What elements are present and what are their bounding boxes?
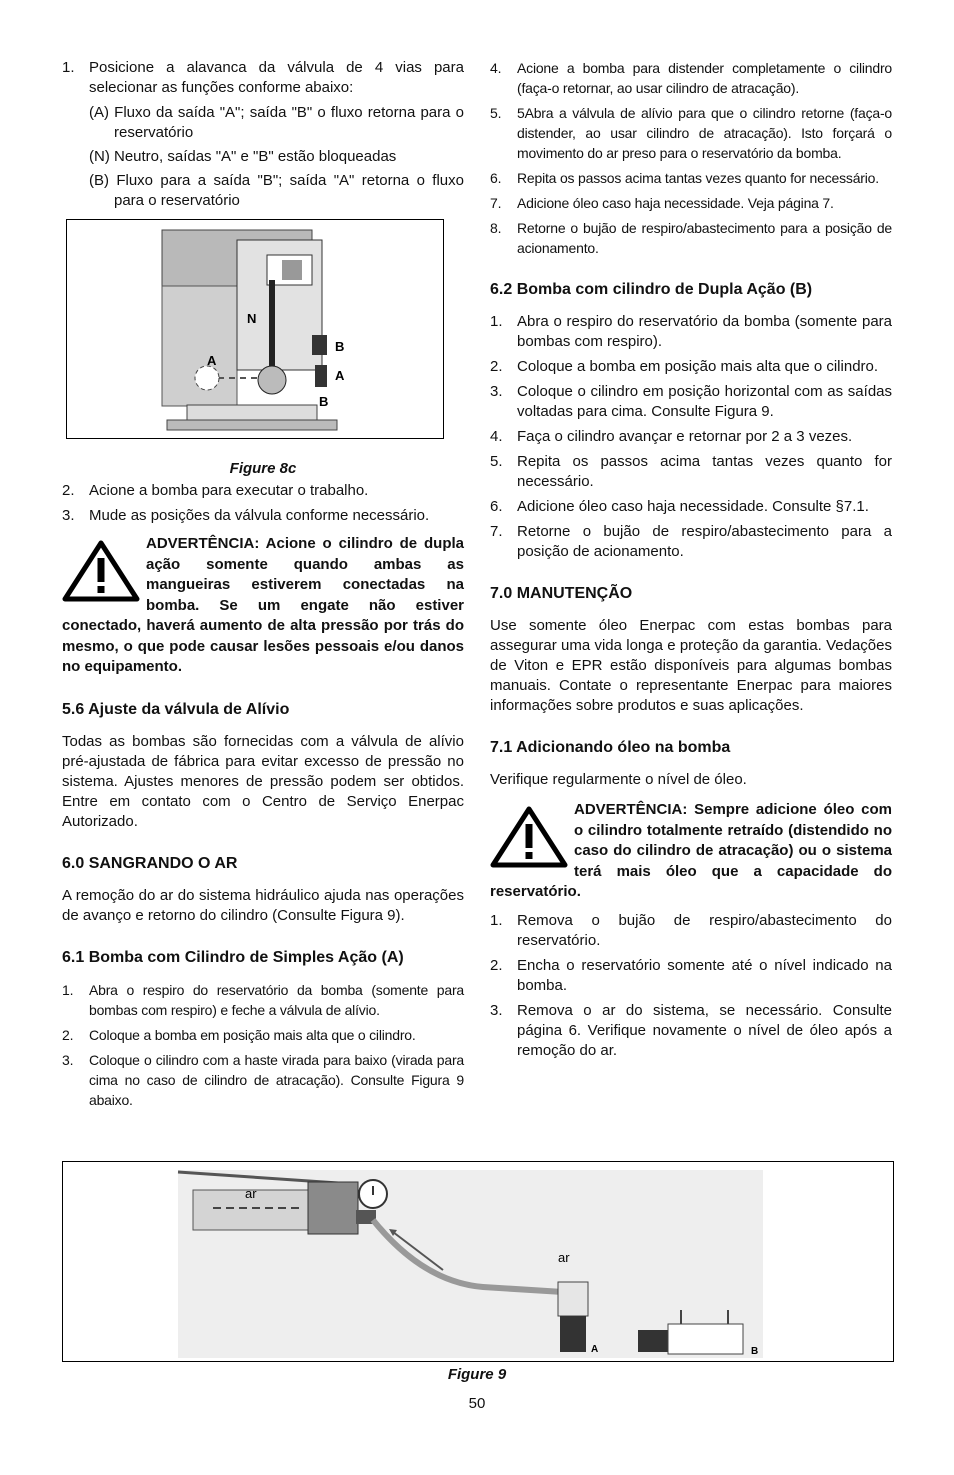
- left-column: [62, 58, 464, 1115]
- right-column: [490, 58, 892, 1066]
- figure-8c: [66, 219, 444, 439]
- list-item: 3. Remova o ar do sistema, se necessário. Consulte página 6. Verifique novamente o nível de óleo após a remoção do ar.: [490, 1001, 892, 1059]
- valve-option-b: (B) Fluxo para a saída "B"; saída "A" retorna o fluxo para o reservatório: [89, 172, 464, 209]
- intro-steps: [62, 58, 464, 98]
- section-6-1-steps: [62, 980, 464, 1110]
- valve-option-n: (N) Neutro, saídas "A" e "B" estão bloqueadas: [89, 148, 397, 165]
- list-item: 8. Retorne o bujão de respiro/abastecimento para a posição de acionamento.: [490, 220, 892, 256]
- list-item: 5. Repita os passos acima tantas vezes quanto for necessário.: [490, 453, 892, 490]
- list-item: 7. Retorne o bujão de respiro/abastecimento para a posição de acionamento.: [490, 523, 892, 560]
- list-item: 4. Faça o cilindro avançar e retornar por 2 a 3 vezes.: [490, 428, 853, 445]
- valve-option-a: (A) Fluxo da saída "A"; saída "B" o fluxo retorna para o reservatório: [89, 104, 464, 141]
- section-6-1-heading: 6.1 Bomba com Cilindro de Simples Ação (A): [62, 948, 404, 966]
- continued-steps: [490, 58, 892, 258]
- bleeding-illustration: [63, 1162, 893, 1361]
- label-ar-pump: ar: [245, 1186, 257, 1201]
- steps-after-figure: [62, 481, 464, 526]
- list-item: 2. Acione a bomba para executar o trabalho.: [62, 482, 369, 499]
- warning-triangle-icon: [490, 806, 568, 868]
- list-item: 2. Coloque a bomba em posição mais alta que o cilindro.: [490, 358, 879, 375]
- list-item: 7. Adicione óleo caso haja necessidade. Veja página 7.: [490, 195, 834, 211]
- section-6-0-heading: 6.0 SANGRANDO O AR: [62, 854, 238, 872]
- section-7-0-heading: 7.0 MANUTENÇÃO: [490, 585, 633, 602]
- section-7-0-body: Use somente óleo Enerpac com estas bombas para assegurar uma vida longa e proteção da garantia. Vedações de Viton e EPR estão disponíveis para algumas bombas manuais. Contate o representante Enerpac para maiores informações sobre produtos e suas aplicações.: [490, 617, 892, 714]
- section-6-0-body: A remoção do ar do sistema hidráulico ajuda nas operações de avanço e retorno do cilindro (Consulte Figura 9).: [62, 886, 464, 924]
- valve-illustration: [67, 220, 443, 438]
- list-item: 1. Abra o respiro do reservatório da bomba (somente para bombas com respiro) e feche a válvula de alívio.: [62, 981, 464, 1018]
- label-n: N: [247, 311, 257, 326]
- section-6-2-heading: 6.2 Bomba com cilindro de Dupla Ação (B): [490, 281, 813, 298]
- list-item: 2. Encha o reservatório somente até o nível indicado na bomba.: [490, 956, 892, 994]
- warning-block-1: ADVERTÊNCIA: Acione o cilindro de dupla ação somente quando ambas as mangueiras estiverem conectadas na bomba. Se um engate não estiver conectado, haverá aumento de alta pressão por trás do mesmo, o que pode causar lesões pessoais e/ou danos no equipamento.: [62, 535, 464, 675]
- section-6-2-steps: [490, 312, 892, 562]
- list-item: 5. 5Abra a válvula de alívio para que o cilindro retorne (faça-o distender, ao usar cilindro de atracação). Isto forçará o movimento do ar preso para o reservatório da bomba.: [490, 105, 892, 161]
- label-ar-cylinder: ar: [558, 1250, 570, 1265]
- list-item: 6. Repita os passos acima tantas vezes quanto for necessário.: [490, 170, 879, 186]
- list-item: 3. Mude as posições da válvula conforme necessário.: [62, 507, 430, 524]
- section-7-1-heading: 7.1 Adicionando óleo na bomba: [490, 739, 731, 756]
- list-item: 3. Coloque o cilindro com a haste virada para baixo (virada para cima no caso de cilindro de atracação). Consulte Figura 9 abaixo.: [62, 1051, 464, 1108]
- section-7-1-steps: [490, 911, 892, 1061]
- figure-9: [62, 1161, 894, 1362]
- list-item: 1. Posicione a alavanca da válvula de 4 vias para selecionar as funções conforme abaixo:: [62, 59, 464, 96]
- page-number: 50: [468, 1395, 486, 1412]
- warning-block-2: ADVERTÊNCIA: Sempre adicione óleo com o cilindro totalmente retraído (distendido no caso do cilindro de atracação) ou o sistema terá mais óleo que a capacidade do reservatório.: [490, 801, 892, 900]
- section-5-6-body: Todas as bombas são fornecidas com a válvula de alívio pré-ajustada de fábrica para evitar excesso de pressão no sistema. Ajustes menores de pressão podem ser obtidos. Entre em contato com o Centro de Serviço Enerpac Autorizado.: [62, 732, 464, 830]
- figure-8c-caption: Figure 8c: [229, 460, 297, 477]
- label-a-right: A: [335, 368, 345, 383]
- list-item: 2. Coloque a bomba em posição mais alta que o cilindro.: [62, 1026, 416, 1043]
- list-item: 1. Abra o respiro do reservatório da bomba (somente para bombas com respiro).: [490, 313, 892, 350]
- valve-options: [89, 103, 464, 211]
- section-7-1-body: Verifique regularmente o nível de óleo.: [490, 771, 747, 788]
- section-5-6-heading: 5.6 Ajuste da válvula de Alívio: [62, 700, 290, 718]
- label-a-left: A: [207, 353, 217, 368]
- label-cylinder-b: B: [751, 1346, 759, 1357]
- label-b-bottom: B: [319, 394, 329, 409]
- list-item: 6. Adicione óleo caso haja necessidade. Consulte §7.1.: [490, 498, 869, 515]
- label-b-top: B: [335, 339, 345, 354]
- list-item: 3. Coloque o cilindro em posição horizontal com as saídas voltadas para cima. Consulte Figura 9.: [490, 383, 892, 420]
- list-item: 1. Remova o bujão de respiro/abastecimento do reservatório.: [490, 911, 892, 949]
- list-item: 4. Acione a bomba para distender completamente o cilindro (faça-o retornar, ao usar cilindro de atracação).: [490, 60, 892, 96]
- figure-9-caption: Figure 9: [447, 1366, 507, 1383]
- label-cylinder-a: A: [591, 1344, 599, 1355]
- warning-triangle-icon: [62, 540, 140, 602]
